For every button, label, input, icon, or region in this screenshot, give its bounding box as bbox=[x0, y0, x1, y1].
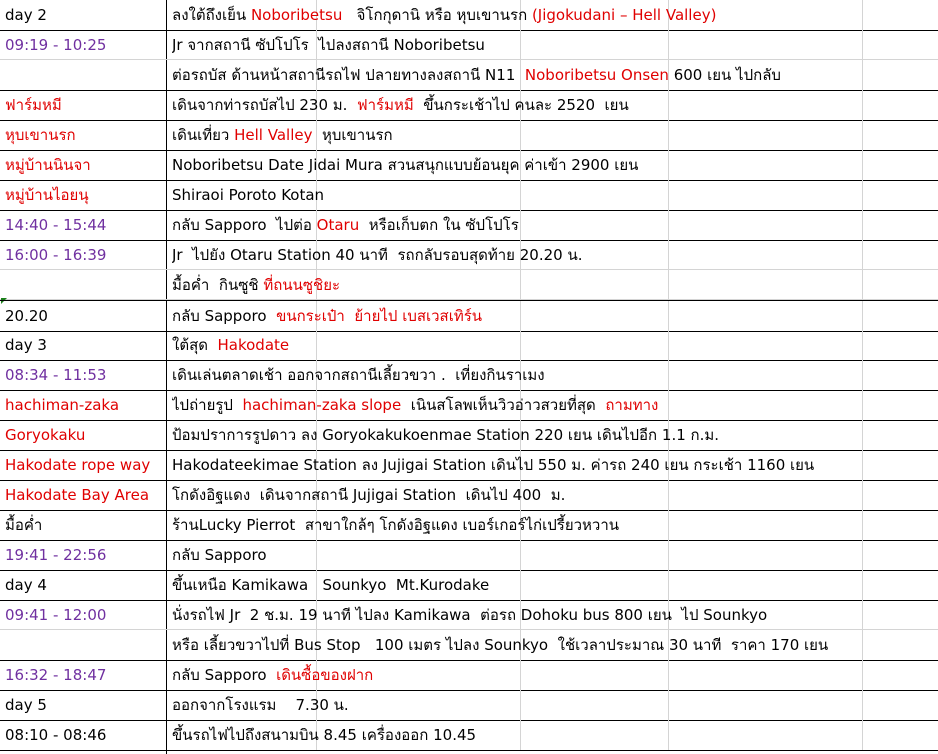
description-text: (Jigokudani – Hell Valley) bbox=[531, 6, 717, 24]
description-cell[interactable] bbox=[172, 510, 932, 540]
time-cell[interactable]: Goryokaku bbox=[5, 426, 86, 444]
description-cell[interactable] bbox=[172, 390, 932, 420]
time-cell[interactable]: day 4 bbox=[5, 576, 47, 594]
time-cell[interactable] bbox=[5, 270, 160, 300]
time-cell[interactable]: 16:32 - 18:47 bbox=[5, 666, 107, 684]
description-cell[interactable] bbox=[172, 240, 932, 270]
description-cell[interactable] bbox=[172, 690, 932, 720]
itinerary-row bbox=[0, 360, 938, 391]
description-cell[interactable] bbox=[172, 720, 932, 750]
itinerary-row bbox=[0, 570, 938, 601]
time-cell[interactable]: 14:40 - 15:44 bbox=[5, 216, 107, 234]
description-cell[interactable] bbox=[172, 0, 932, 30]
description-cell[interactable] bbox=[172, 600, 932, 630]
description-text: 600 เยน ไปกลับ bbox=[668, 66, 781, 84]
description-text: ใต้สุด bbox=[172, 336, 218, 354]
time-cell[interactable]: 19:41 - 22:56 bbox=[5, 546, 107, 564]
itinerary-row bbox=[0, 390, 938, 421]
itinerary-row bbox=[0, 600, 938, 630]
time-cell[interactable]: 08:10 - 08:46 bbox=[5, 726, 107, 744]
itinerary-row bbox=[0, 120, 938, 151]
description-text: หุบเขานรก bbox=[312, 126, 393, 144]
itinerary-row bbox=[0, 0, 938, 31]
description-text: ต่อรถบัส ด้านหน้าสถานีรถไฟ ปลายทางลงสถานี N11 bbox=[172, 66, 525, 84]
description-text: ฟาร์มหมี bbox=[356, 96, 414, 114]
itinerary-row bbox=[0, 60, 938, 91]
description-cell[interactable] bbox=[172, 420, 932, 450]
time-cell[interactable]: Hakodate rope way bbox=[5, 456, 151, 474]
description-text: โกดังอิฐแดง เดินจากสถานี Jujigai Station เดินไป 400 ม. bbox=[172, 486, 566, 504]
description-cell[interactable] bbox=[172, 660, 932, 690]
description-text: Jr ไปยัง Otaru Station 40 นาที รถกลับรอบสุดท้าย 20.20 น. bbox=[172, 246, 583, 264]
description-cell[interactable] bbox=[172, 301, 932, 331]
description-text: Hakodateekimae Station ลง Jujigai Station เดินไป 550 ม. ค่ารถ 240 เยน กระเช้า 1160 เยน bbox=[172, 456, 815, 474]
time-cell[interactable]: มื้อค่ำ bbox=[5, 516, 43, 534]
itinerary-row bbox=[0, 330, 938, 361]
description-cell[interactable] bbox=[172, 120, 932, 150]
description-text: Noboribetsu Date Jidai Mura สวนสนุกแบบย้อนยุค ค่าเข้า 2900 เยน bbox=[172, 156, 639, 174]
description-text: ที่ถนนซูชิยะ bbox=[263, 276, 341, 294]
description-text: ไปถ่ายรูป bbox=[172, 396, 243, 414]
description-text: นั่งรถไฟ Jr 2 ช.ม. 19 นาที ไปลง Kamikawa ต่อรถ Dohoku bus 800 เยน ไป Sounkyo bbox=[172, 606, 768, 624]
itinerary-row bbox=[0, 510, 938, 541]
description-cell[interactable] bbox=[172, 450, 932, 480]
description-text: เดินเล่นตลาดเช้า ออกจากสถานีเลี้ยวขวา . เที่ยงกินราเมง bbox=[172, 366, 545, 384]
itinerary-row bbox=[0, 210, 938, 241]
description-cell[interactable] bbox=[172, 330, 932, 360]
description-text: ป้อมปราการรูปดาว ลง Goryokakukoenmae Station 220 เยน เดินไปอีก 1.1 ก.ม. bbox=[172, 426, 720, 444]
time-cell[interactable]: 16:00 - 16:39 bbox=[5, 246, 107, 264]
description-text: Otaru bbox=[316, 216, 360, 234]
description-text: กลับ Sapporo ไปต่อ bbox=[172, 216, 317, 234]
time-cell[interactable]: hachiman-zaka bbox=[5, 396, 120, 414]
itinerary-row bbox=[0, 150, 938, 181]
description-text: หรือ เลี้ยวขวาไปที่ Bus Stop 100 เมตร ไปลง Sounkyo ใช้เวลาประมาณ 30 นาที ราคา 170 เยน bbox=[172, 636, 829, 654]
description-cell[interactable] bbox=[172, 480, 932, 510]
itinerary-row bbox=[0, 630, 938, 661]
time-cell[interactable] bbox=[5, 60, 160, 90]
description-text: Hakodate bbox=[217, 336, 290, 354]
time-cell[interactable]: หุบเขานรก bbox=[5, 126, 76, 144]
time-cell[interactable]: day 2 bbox=[5, 6, 47, 24]
description-text: hachiman-zaka slope bbox=[242, 396, 402, 414]
description-text: ขึ้นเหนือ Kamikawa Sounkyo Mt.Kurodake bbox=[172, 576, 490, 594]
description-text: จิโกกุดานิ หรือ หุบเขานรก bbox=[342, 6, 532, 24]
description-text: Jr จากสถานี ซัปโปโร ไปลงสถานี Noboribetsu bbox=[172, 36, 485, 54]
itinerary-row bbox=[0, 240, 938, 270]
description-text: ถามทาง bbox=[605, 396, 659, 414]
description-cell[interactable] bbox=[172, 150, 932, 180]
time-cell[interactable]: ฟาร์มหมี bbox=[5, 96, 62, 114]
time-cell[interactable]: day 3 bbox=[5, 336, 47, 354]
itinerary-row bbox=[0, 300, 938, 332]
itinerary-row bbox=[0, 450, 938, 481]
description-text: กลับ Sapporo bbox=[172, 307, 277, 325]
description-cell[interactable] bbox=[172, 90, 932, 120]
itinerary-row bbox=[0, 720, 938, 751]
description-text: เดินซื้อของฝาก bbox=[276, 666, 374, 684]
itinerary-row bbox=[0, 660, 938, 691]
description-cell[interactable] bbox=[172, 630, 932, 660]
description-text: ร้านLucky Pierrot สาขาใกล้ๆ โกดังอิฐแดง เบอร์เกอร์ไก่เปรี้ยวหวาน bbox=[172, 516, 620, 534]
description-text: เดินเที่ยว bbox=[172, 126, 235, 144]
description-cell[interactable] bbox=[172, 540, 932, 570]
itinerary-row bbox=[0, 270, 938, 300]
description-text: มื้อค่ำ กินซูชิ bbox=[172, 276, 264, 294]
description-cell[interactable] bbox=[172, 270, 932, 300]
description-cell[interactable] bbox=[172, 570, 932, 600]
itinerary-row bbox=[0, 420, 938, 451]
description-text: ขนกระเป๋า ย้ายไป เบสเวสเทิร์น bbox=[276, 307, 483, 325]
itinerary-row bbox=[0, 480, 938, 511]
description-text: กลับ Sapporo bbox=[172, 546, 267, 564]
description-text: กลับ Sapporo bbox=[172, 666, 277, 684]
description-text: Hell Valley bbox=[234, 126, 313, 144]
description-text: ขึ้นกระเช้าไป คนละ 2520 เยน bbox=[413, 96, 629, 114]
description-cell[interactable] bbox=[172, 180, 932, 210]
description-cell[interactable] bbox=[172, 360, 932, 390]
description-text: ลงใต้ถึงเย็น bbox=[172, 6, 251, 24]
itinerary-row bbox=[0, 90, 938, 121]
description-cell[interactable] bbox=[172, 60, 932, 90]
time-cell[interactable]: day 5 bbox=[5, 696, 47, 714]
itinerary-row bbox=[0, 30, 938, 60]
description-cell[interactable] bbox=[172, 210, 932, 240]
time-cell[interactable]: หมู่บ้านนินจา bbox=[5, 156, 91, 174]
time-cell[interactable]: หมู่บ้านไอยนุ bbox=[5, 186, 89, 204]
description-text: Noboribetsu Onsen bbox=[524, 66, 669, 84]
description-cell[interactable] bbox=[172, 30, 932, 60]
description-text: Noboribetsu bbox=[250, 6, 343, 24]
description-text: ขึ้นรถไฟไปถึงสนามบิน 8.45 เครื่องออก 10.45 bbox=[172, 726, 477, 744]
description-text: เนินสโลพเห็นวิวอ่าวสวยที่สุด bbox=[401, 396, 606, 414]
description-text: เดินจากท่ารถบัสไป 230 ม. bbox=[172, 96, 357, 114]
time-cell[interactable]: Hakodate Bay Area bbox=[5, 486, 150, 504]
time-cell[interactable]: 20.20 bbox=[5, 307, 48, 325]
itinerary-row bbox=[0, 180, 938, 211]
time-cell[interactable] bbox=[5, 630, 160, 660]
itinerary-row bbox=[0, 540, 938, 571]
description-text: Shiraoi Poroto Kotan bbox=[172, 186, 325, 204]
time-cell[interactable]: 09:19 - 10:25 bbox=[5, 36, 107, 54]
description-text: หรือเก็บตก ใน ซัปโปโร bbox=[359, 216, 519, 234]
itinerary-row bbox=[0, 690, 938, 721]
time-cell[interactable]: 08:34 - 11:53 bbox=[5, 366, 107, 384]
description-text: ออกจากโรงแรม 7.30 น. bbox=[172, 696, 349, 714]
time-cell[interactable]: 09:41 - 12:00 bbox=[5, 606, 107, 624]
